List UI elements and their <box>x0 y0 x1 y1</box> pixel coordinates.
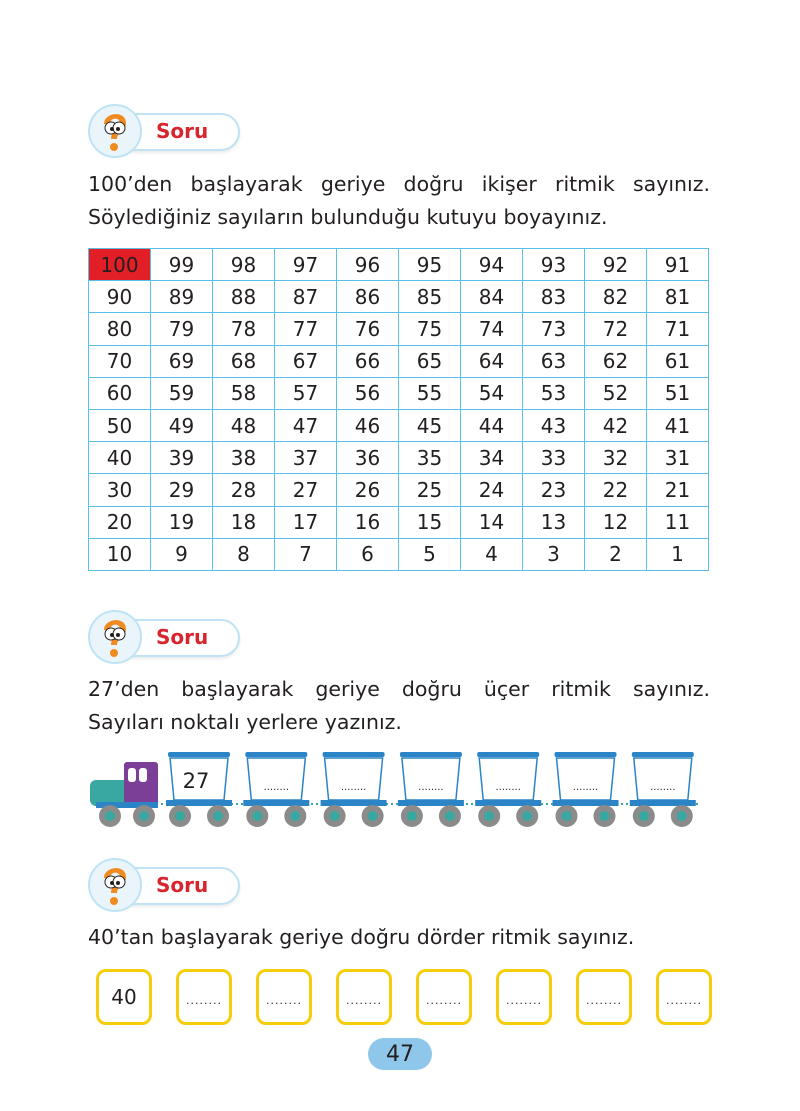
grid-row <box>89 377 709 409</box>
grid-cell[interactable]: 26 <box>337 474 399 506</box>
grid-cell[interactable]: 62 <box>585 345 647 377</box>
wagon-top <box>323 752 385 757</box>
wagon-base <box>243 800 309 806</box>
grid-row <box>89 538 709 570</box>
grid-cell[interactable]: 23 <box>523 474 585 506</box>
grid-cell[interactable]: 2 <box>585 538 647 570</box>
soru-header-3 <box>88 858 240 910</box>
wheel-hub <box>445 811 455 821</box>
wheel-hub <box>139 811 149 821</box>
grid-cell[interactable]: 4 <box>461 538 523 570</box>
grid-cell[interactable]: 12 <box>585 506 647 538</box>
wagon-body <box>247 758 305 800</box>
question-mark-character-icon <box>88 104 142 158</box>
grid-cell[interactable]: 90 <box>89 281 151 313</box>
grid-cell[interactable]: 30 <box>89 474 151 506</box>
grid-cell[interactable]: 52 <box>585 377 647 409</box>
grid-cell[interactable]: 88 <box>213 281 275 313</box>
wheel-hub <box>484 811 494 821</box>
grid-cell[interactable]: 42 <box>585 409 647 441</box>
grid-cell[interactable]: 9 <box>151 538 213 570</box>
grid-row <box>89 409 709 441</box>
wheel-hub <box>105 811 115 821</box>
grid-row <box>89 474 709 506</box>
wagon-blank[interactable]: ........ <box>572 782 599 793</box>
grid-cell[interactable]: 96 <box>337 249 399 281</box>
grid-cell[interactable]: 79 <box>151 313 213 345</box>
grid-cell[interactable]: 31 <box>647 442 709 474</box>
answer-box-text: ........ <box>666 993 702 1007</box>
wheel-hub <box>562 811 572 821</box>
grid-cell[interactable]: 10 <box>89 538 151 570</box>
grid-cell[interactable]: 75 <box>399 313 461 345</box>
wheel-hub <box>407 811 417 821</box>
answer-box-blank[interactable] <box>416 969 472 1025</box>
wheel-hub <box>677 811 687 821</box>
grid-cell[interactable]: 91 <box>647 249 709 281</box>
answer-box-text: ........ <box>426 993 462 1007</box>
wheel-hub <box>330 811 340 821</box>
grid-cell[interactable]: 16 <box>337 506 399 538</box>
grid-cell[interactable]: 63 <box>523 345 585 377</box>
soru-header-2 <box>88 610 240 662</box>
wagon-blank[interactable]: ........ <box>650 782 676 793</box>
question-mark-character-icon <box>88 858 142 912</box>
answer-box-text: ........ <box>586 993 622 1007</box>
grid-cell[interactable]: 60 <box>89 377 151 409</box>
wagon-body <box>479 758 537 800</box>
grid-cell[interactable]: 39 <box>151 442 213 474</box>
wagon-base <box>553 800 619 806</box>
grid-cell[interactable]: 45 <box>399 409 461 441</box>
grid-cell[interactable]: 98 <box>213 249 275 281</box>
answer-box-text: ........ <box>266 993 302 1007</box>
grid-cell[interactable]: 71 <box>647 313 709 345</box>
wheel-hub <box>290 811 300 821</box>
grid-cell[interactable]: 21 <box>647 474 709 506</box>
wagon-blank[interactable]: ........ <box>340 782 367 793</box>
locomotive-window <box>139 768 147 782</box>
question-mark-character-icon <box>88 610 142 664</box>
wagon-top <box>168 752 230 757</box>
page-number: 47 <box>368 1038 432 1070</box>
soru-label: Soru <box>156 119 209 143</box>
grid-cell[interactable]: 24 <box>461 474 523 506</box>
answer-box-text: ........ <box>186 993 222 1007</box>
grid-cell[interactable]: 86 <box>337 281 399 313</box>
grid-cell[interactable]: 14 <box>461 506 523 538</box>
wagon-base <box>321 800 387 806</box>
grid-cell[interactable]: 50 <box>89 409 151 441</box>
grid-cell[interactable]: 38 <box>213 442 275 474</box>
wheel-hub <box>213 811 223 821</box>
wagon-top <box>555 752 617 757</box>
grid-cell[interactable]: 8 <box>213 538 275 570</box>
grid-cell[interactable]: 99 <box>151 249 213 281</box>
answer-box-text: 40 <box>111 985 137 1009</box>
grid-cell[interactable]: 41 <box>647 409 709 441</box>
grid-cell[interactable]: 92 <box>585 249 647 281</box>
grid-cell[interactable]: 17 <box>275 506 337 538</box>
grid-cell[interactable]: 20 <box>89 506 151 538</box>
wheel-hub <box>175 811 185 821</box>
grid-cell[interactable]: 61 <box>647 345 709 377</box>
grid-cell[interactable]: 80 <box>89 313 151 345</box>
grid-row <box>89 442 709 474</box>
grid-cell[interactable]: 57 <box>275 377 337 409</box>
train-illustration <box>88 748 710 828</box>
grid-cell[interactable]: 33 <box>523 442 585 474</box>
grid-cell[interactable]: 51 <box>647 377 709 409</box>
wagon-base <box>398 800 464 806</box>
grid-cell[interactable]: 58 <box>213 377 275 409</box>
grid-cell[interactable]: 44 <box>461 409 523 441</box>
wheel-hub <box>252 811 262 821</box>
grid-cell[interactable]: 15 <box>399 506 461 538</box>
grid-cell[interactable]: 74 <box>461 313 523 345</box>
grid-cell[interactable]: 40 <box>89 442 151 474</box>
wheel-hub <box>600 811 610 821</box>
grid-row <box>89 506 709 538</box>
answer-box-blank[interactable] <box>496 969 552 1025</box>
answer-box-text: ........ <box>346 993 382 1007</box>
grid-cell[interactable]: 67 <box>275 345 337 377</box>
grid-cell[interactable]: 81 <box>647 281 709 313</box>
soru-label: Soru <box>156 873 209 897</box>
answer-boxes <box>96 969 716 1027</box>
grid-cell[interactable]: 85 <box>399 281 461 313</box>
soru-label: Soru <box>156 625 209 649</box>
grid-cell[interactable]: 49 <box>151 409 213 441</box>
grid-cell[interactable]: 84 <box>461 281 523 313</box>
grid-cell[interactable]: 43 <box>523 409 585 441</box>
grid-cell[interactable]: 18 <box>213 506 275 538</box>
grid-cell[interactable]: 54 <box>461 377 523 409</box>
grid-cell[interactable]: 6 <box>337 538 399 570</box>
grid-cell[interactable]: 66 <box>337 345 399 377</box>
wagon-body <box>325 758 383 800</box>
wagon-top <box>400 752 462 757</box>
grid-cell[interactable]: 56 <box>337 377 399 409</box>
grid-cell[interactable]: 78 <box>213 313 275 345</box>
wagon-blank[interactable]: ........ <box>263 782 290 793</box>
grid-cell[interactable]: 28 <box>213 474 275 506</box>
wagon-top <box>477 752 539 757</box>
locomotive-window <box>128 768 136 782</box>
grid-cell[interactable]: 13 <box>523 506 585 538</box>
wagon-blank[interactable]: ........ <box>418 782 444 793</box>
soru-header-1 <box>88 104 240 156</box>
grid-cell[interactable]: 95 <box>399 249 461 281</box>
grid-cell[interactable]: 97 <box>275 249 337 281</box>
grid-cell[interactable]: 100 <box>89 249 151 281</box>
wagon-body <box>634 758 692 800</box>
grid-cell[interactable]: 76 <box>337 313 399 345</box>
grid-cell[interactable]: 46 <box>337 409 399 441</box>
grid-cell[interactable]: 11 <box>647 506 709 538</box>
grid-cell[interactable]: 70 <box>89 345 151 377</box>
wagon-blank[interactable]: ........ <box>495 782 521 793</box>
grid-cell[interactable]: 32 <box>585 442 647 474</box>
wagon-top <box>245 752 307 757</box>
grid-cell[interactable]: 69 <box>151 345 213 377</box>
number-grid <box>88 248 709 571</box>
grid-cell[interactable]: 55 <box>399 377 461 409</box>
grid-cell[interactable]: 83 <box>523 281 585 313</box>
answer-box-blank[interactable] <box>336 969 392 1025</box>
grid-cell[interactable]: 27 <box>275 474 337 506</box>
grid-cell[interactable]: 59 <box>151 377 213 409</box>
question-1-line-2: Söylediğiniz sayıların bulunduğu kutuyu boyayınız. <box>88 205 608 229</box>
grid-cell[interactable]: 19 <box>151 506 213 538</box>
grid-row <box>89 345 709 377</box>
grid-cell[interactable]: 73 <box>523 313 585 345</box>
grid-cell[interactable]: 87 <box>275 281 337 313</box>
answer-box-blank[interactable] <box>176 969 232 1025</box>
question-1-line-1: 100’den başlayarak geriye doğru ikişer ritmik sayınız. <box>88 172 710 196</box>
grid-cell[interactable]: 5 <box>399 538 461 570</box>
wheel-hub <box>522 811 532 821</box>
grid-cell[interactable]: 29 <box>151 474 213 506</box>
grid-row <box>89 281 709 313</box>
grid-cell[interactable]: 89 <box>151 281 213 313</box>
grid-cell[interactable]: 77 <box>275 313 337 345</box>
grid-cell[interactable]: 22 <box>585 474 647 506</box>
wagon-number: 27 <box>182 769 210 793</box>
grid-cell[interactable]: 64 <box>461 345 523 377</box>
answer-box-blank[interactable] <box>256 969 312 1025</box>
grid-cell[interactable]: 93 <box>523 249 585 281</box>
wagon-body <box>402 758 460 800</box>
wheel-hub <box>639 811 649 821</box>
grid-cell[interactable]: 25 <box>399 474 461 506</box>
wagon-base <box>630 800 696 806</box>
wheel-hub <box>368 811 378 821</box>
grid-cell[interactable]: 36 <box>337 442 399 474</box>
wagon-top <box>632 752 694 757</box>
answer-box-blank[interactable] <box>576 969 632 1025</box>
question-2-line-1: 27’den başlayarak geriye doğru üçer ritmik sayınız. <box>88 677 710 701</box>
grid-cell[interactable]: 37 <box>275 442 337 474</box>
grid-cell[interactable]: 47 <box>275 409 337 441</box>
grid-cell[interactable]: 34 <box>461 442 523 474</box>
wagon-base <box>166 800 232 806</box>
question-2-line-2: Sayıları noktalı yerlere yazınız. <box>88 710 402 734</box>
grid-cell[interactable]: 94 <box>461 249 523 281</box>
answer-box-given <box>96 969 152 1025</box>
wagon-body <box>557 758 615 800</box>
grid-cell[interactable]: 3 <box>523 538 585 570</box>
grid-row <box>89 249 709 281</box>
grid-row <box>89 313 709 345</box>
grid-cell[interactable]: 72 <box>585 313 647 345</box>
grid-cell[interactable]: 68 <box>213 345 275 377</box>
grid-cell[interactable]: 7 <box>275 538 337 570</box>
grid-cell[interactable]: 1 <box>647 538 709 570</box>
grid-cell[interactable]: 82 <box>585 281 647 313</box>
question-3-line-1: 40’tan başlayarak geriye doğru dörder ritmik sayınız. <box>88 925 635 949</box>
grid-cell[interactable]: 48 <box>213 409 275 441</box>
wagon-base <box>475 800 541 806</box>
grid-cell[interactable]: 65 <box>399 345 461 377</box>
grid-cell[interactable]: 53 <box>523 377 585 409</box>
answer-box-blank[interactable] <box>656 969 712 1025</box>
answer-box-text: ........ <box>506 993 542 1007</box>
grid-cell[interactable]: 35 <box>399 442 461 474</box>
